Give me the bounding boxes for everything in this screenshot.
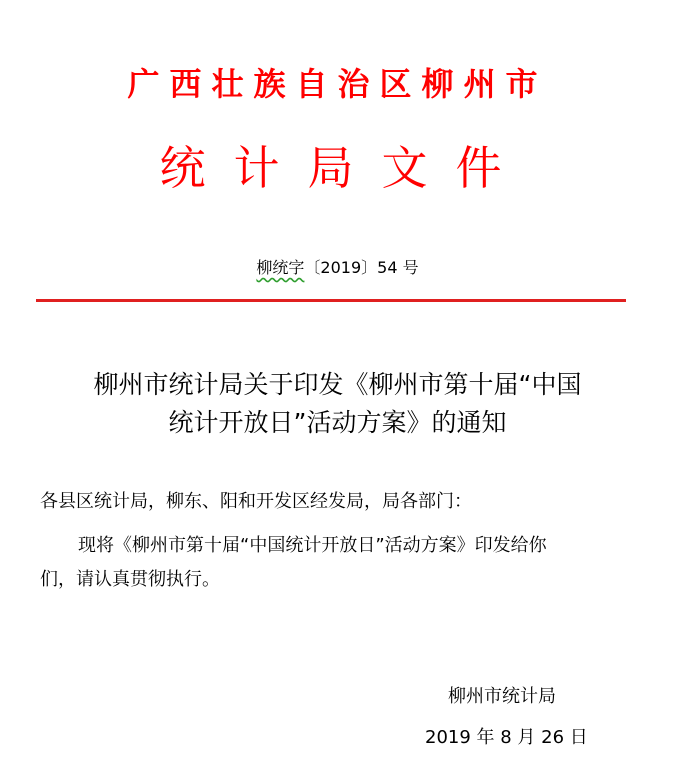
signature-issuer: 柳州市统计局 xyxy=(448,686,556,707)
notice-title-line-2: 统计开放日”活动方案》的通知 xyxy=(168,408,507,437)
red-divider-rule xyxy=(36,299,626,302)
addressees: 各县区统计局，柳东、阳和开发区经发局，局各部门： xyxy=(40,491,472,512)
document-type-heading: 统计局文件 xyxy=(159,141,530,195)
document-number-value: 〔2019〕54 号 xyxy=(304,258,419,277)
body-paragraph xyxy=(40,529,640,597)
notice-title xyxy=(0,366,675,442)
body-paragraph-line-2: 们，请认真贯彻执行。 xyxy=(40,569,220,590)
document-number xyxy=(0,257,675,279)
document-number-prefix: 柳统字 xyxy=(256,258,305,277)
body-paragraph-line-1: 现将《柳州市第十届“中国统计开放日”活动方案》印发给你 xyxy=(78,535,547,556)
issuer-name-heading: 广西壮族自治区柳州市 xyxy=(127,65,548,103)
issue-date: 2019 年 8 月 26 日 xyxy=(425,727,588,748)
notice-title-line-1: 柳州市统计局关于印发《柳州市第十届“中国 xyxy=(93,370,582,399)
